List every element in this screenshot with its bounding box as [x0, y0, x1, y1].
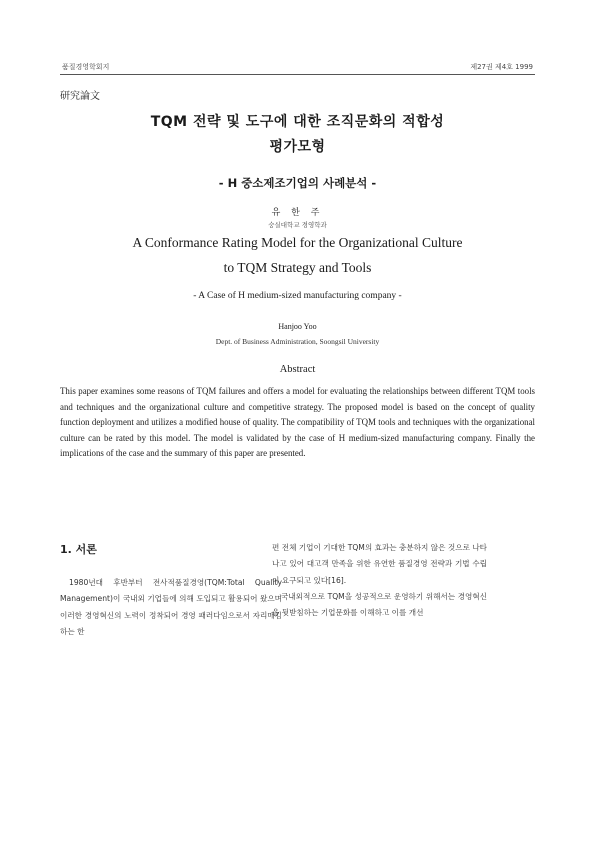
- english-title-line2: to TQM Strategy and Tools: [223, 260, 372, 275]
- korean-author: 유 한 주: [271, 208, 324, 218]
- abstract-text: This paper examines some reasons of TQM failures and offers a model for evaluating the relationships between different TQM tools and techniques and the organizational culture and competitive strategy. The proposed model is based on the concept of quality function deployment and utilizes a modified house of quality. The compatibility of TQM tools and techniques with the organizational culture can be rated by this model. The model is validated by the case of H medium-sized manufacturing company. Finally the implications of the case and the summary of this paper are presented.: [60, 386, 535, 459]
- body-column-right: [272, 540, 487, 621]
- article-category: 研究論文: [60, 91, 100, 102]
- body-paragraph: 1980년대 후반부터 전사적품질경영(TQM:Total Quality Management)이 국내외 기업들에 의해 도입되고 활용되어 왔으며 이러한 경영혁신의 노력이 정착되어 경영 패러다임으로서 자리매김하는 한: [60, 578, 282, 636]
- body-paragraph: 국내외적으로 TQM을 성공적으로 운영하기 위해서는 경영혁신을 뒷받침하는 기업문화를 이해하고 이를 개선: [272, 591, 487, 618]
- korean-subtitle: - H 중소제조기업의 사례분석 -: [218, 176, 377, 190]
- body-column-left: [60, 575, 282, 640]
- english-subtitle: - A Case of H medium-sized manufacturing company -: [193, 291, 402, 301]
- header-rule: [60, 74, 535, 75]
- journal-volume: 제27권 제4호 1999: [470, 63, 533, 71]
- english-author: Hanjoo Yoo: [278, 322, 317, 331]
- body-paragraph: 편 전체 기업이 기대한 TQM의 효과는 충분하지 않은 것으로 나타나고 있어 대고객 만족을 위한 유연한 품질경영 전략과 기법 수립이 요구되고 있다[16].: [272, 543, 487, 585]
- section-heading: 1. 서론: [60, 543, 97, 556]
- korean-affiliation: 숭실대학교 경영학과: [268, 221, 327, 229]
- english-title-line1: A Conformance Rating Model for the Organizational Culture: [132, 235, 463, 250]
- korean-title-line2: 평가모형: [269, 139, 326, 155]
- abstract-heading: Abstract: [279, 364, 316, 375]
- journal-name: 품질경영학회지: [62, 63, 110, 71]
- korean-title-line1: TQM 전략 및 도구에 대한 조직문화의 적합성: [150, 114, 445, 130]
- english-affiliation: Dept. of Business Administration, Soongsil University: [215, 337, 380, 346]
